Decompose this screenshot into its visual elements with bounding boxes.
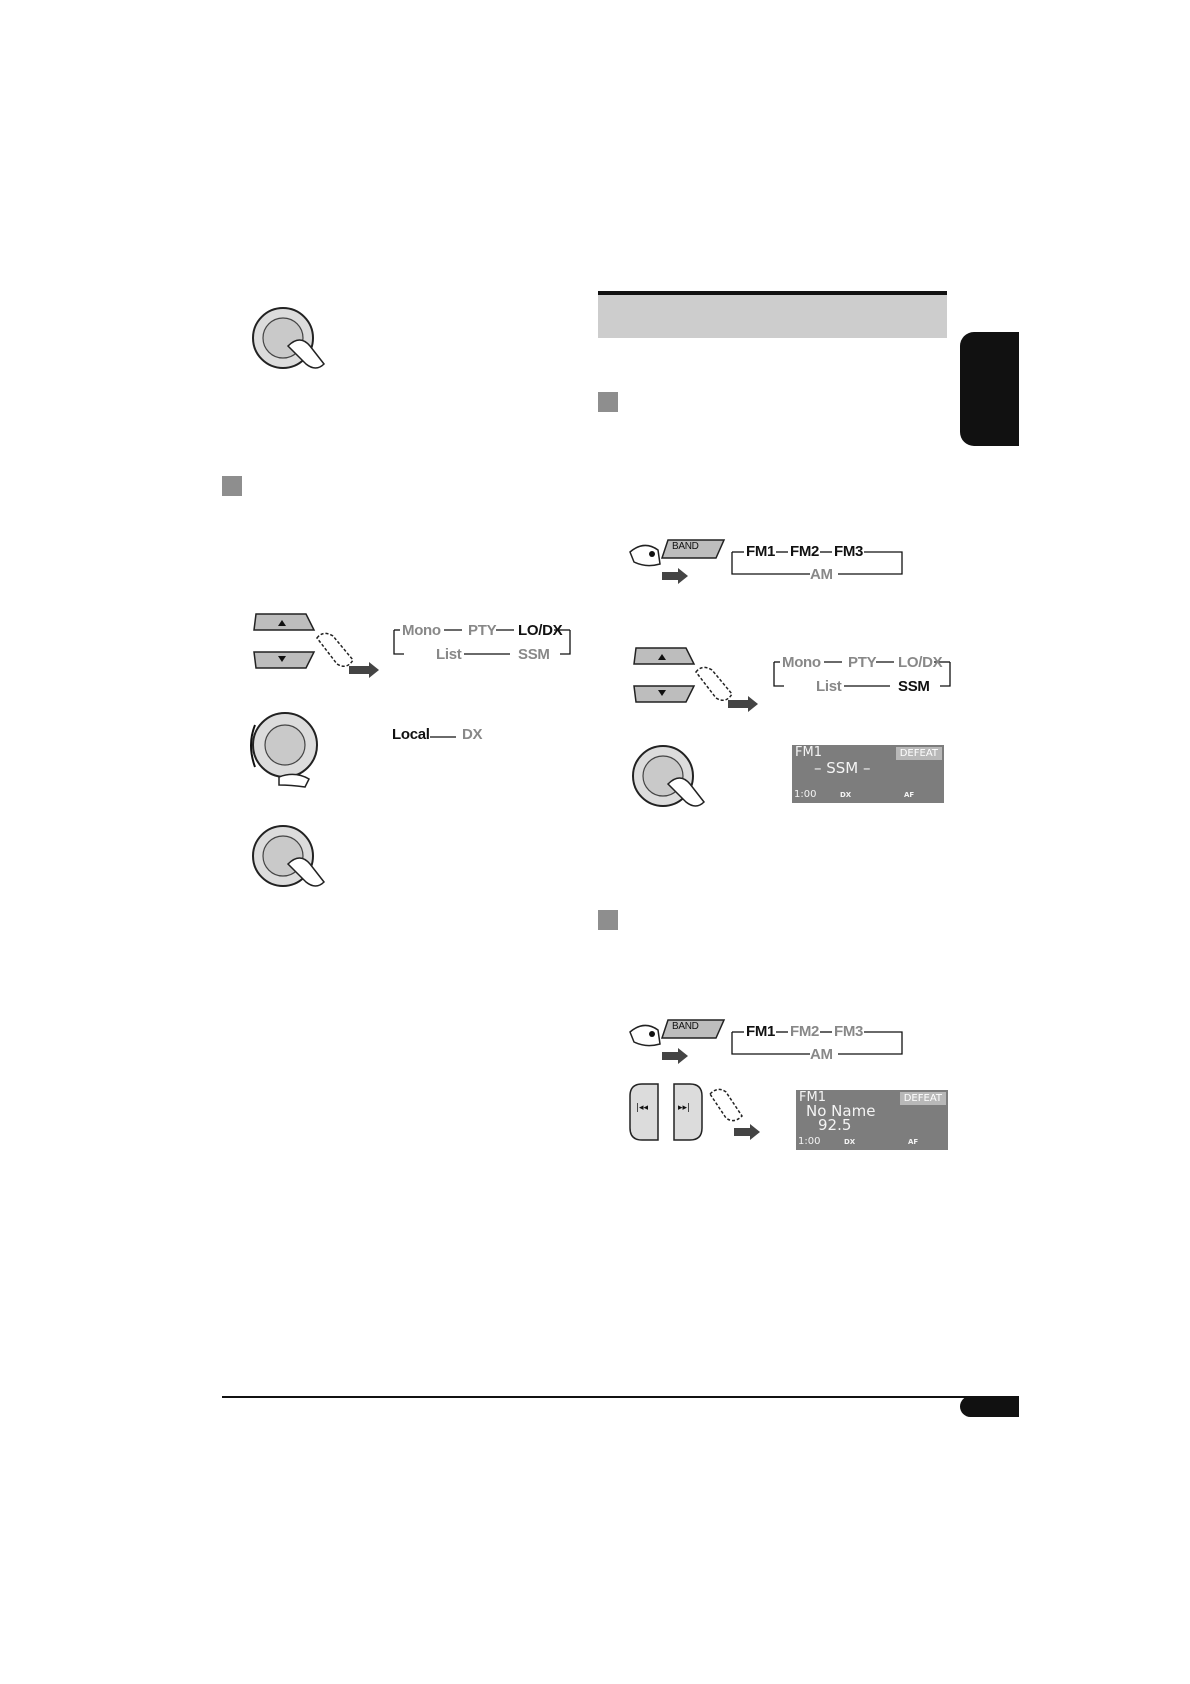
rotary-dial-icon[interactable] [245, 705, 335, 790]
lcd-dx-indicator: DX [844, 1138, 856, 1146]
menu-lodx: LO/DX [898, 654, 943, 671]
menu-mono: Mono [782, 654, 821, 671]
svg-text:▸▸|: ▸▸| [678, 1103, 691, 1113]
language-side-tab [960, 332, 1019, 446]
menu-lodx: LO/DX [518, 622, 563, 639]
lcd-station-name: No Name [806, 1102, 876, 1120]
lcd-defeat-badge: DEFEAT [900, 1092, 946, 1105]
lcd-af-indicator: AF [904, 791, 915, 799]
section-marker-right-2 [598, 910, 618, 930]
menu-list: List [436, 646, 462, 663]
band-fm2: FM2 [790, 543, 820, 560]
band-fm2: FM2 [790, 1023, 820, 1040]
band-button-label: BAND [672, 1021, 699, 1032]
up-down-buttons-icon[interactable] [248, 612, 318, 682]
lcd-clock: 1:00 [794, 789, 817, 800]
band-fm1: FM1 [746, 1023, 776, 1040]
lcd-band: FM1 [795, 745, 822, 760]
control-dial-icon[interactable] [248, 818, 328, 898]
seek-buttons-icon[interactable] [628, 1082, 768, 1146]
control-dial-icon[interactable] [248, 300, 328, 380]
svg-text:|◂◂: |◂◂ [636, 1103, 649, 1113]
menu-pty: PTY [468, 622, 497, 639]
band-flow-upper [730, 540, 910, 584]
lcd-frequency: 92.5 [818, 1116, 852, 1134]
band-flow-lower [730, 1020, 910, 1064]
control-dial-icon[interactable] [628, 738, 708, 818]
lcd-display-ssm [792, 745, 944, 803]
section-marker-right-1 [598, 392, 618, 412]
finger-press-icon [313, 630, 383, 678]
menu-ssm: SSM [518, 646, 550, 663]
section-header-bar [598, 291, 947, 338]
lcd-af-indicator: AF [908, 1138, 919, 1146]
menu-flow-right [772, 652, 952, 700]
menu-ssm: SSM [898, 678, 930, 695]
local-dx-flow [392, 726, 492, 746]
band-button-label: BAND [672, 541, 699, 552]
option-dx: DX [462, 726, 483, 743]
finger-press-icon [692, 664, 762, 712]
menu-flow-left [392, 620, 572, 668]
footer-rule [222, 1396, 1019, 1398]
section-marker-left [222, 476, 242, 496]
page-number-tab [960, 1396, 1019, 1417]
lcd-dx-indicator: DX [840, 791, 852, 799]
menu-list: List [816, 678, 842, 695]
double-arrow-icon [428, 734, 458, 740]
up-down-buttons-icon[interactable] [628, 646, 698, 716]
band-fm1: FM1 [746, 543, 776, 560]
lcd-band: FM1 [799, 1090, 826, 1105]
menu-pty: PTY [848, 654, 877, 671]
option-local: Local [392, 726, 430, 743]
band-am: AM [810, 566, 833, 583]
band-fm3: FM3 [834, 1023, 864, 1040]
lcd-message: – SSM – [814, 759, 871, 777]
menu-mono: Mono [402, 622, 441, 639]
lcd-display-preset [796, 1090, 948, 1150]
lcd-clock: 1:00 [798, 1136, 821, 1147]
band-am: AM [810, 1046, 833, 1063]
lcd-defeat-badge: DEFEAT [896, 747, 942, 760]
band-fm3: FM3 [834, 543, 864, 560]
